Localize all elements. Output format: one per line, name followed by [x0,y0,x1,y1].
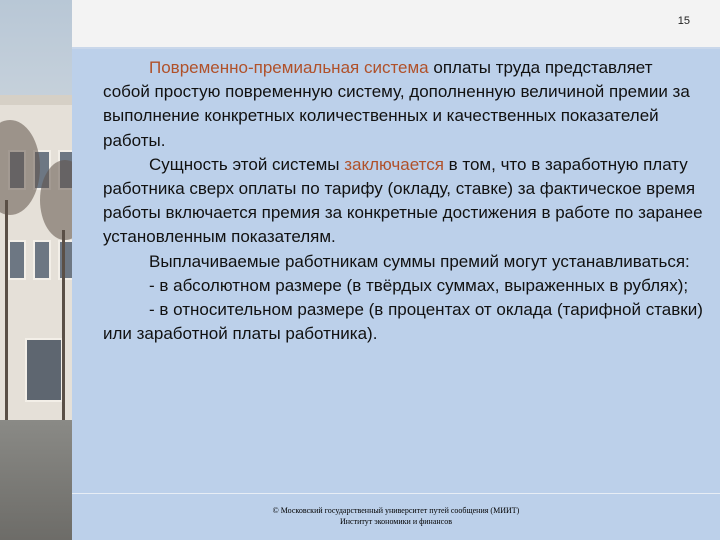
list-item-text: - в абсолютном размере (в твёрдых суммах, выраженных в рублях); [149,275,689,295]
footer-copyright: © Московский государственный университет путей сообщения (МИИТ) [272,506,520,515]
window [33,240,51,280]
paragraph-text: Выплачиваемые работникам суммы премий могут устанавливаться: [149,251,690,271]
accent-term: заключается [344,154,444,174]
slide-body [103,56,703,346]
list-item-text: - в относительном размере (в процентах от оклада (тарифной ставки) или заработной платы работника). [103,300,703,344]
paragraph [103,250,703,274]
list-item [103,298,703,346]
building-door [25,338,63,402]
header-band [72,0,720,48]
paragraph-text: Сущность этой системы [149,154,345,174]
footer-institute: Институт экономики и финансов [339,517,452,526]
footer-rule [72,493,720,494]
tree-trunk [62,230,65,420]
accent-term: Повременно-премиальная система [149,58,429,77]
slide-number: 15 [677,15,690,27]
header-rule [72,47,720,49]
paragraph-text: оплаты труда представляет собой простую повременную систему, дополненную величиной премии за выполнение конкретных количественных и качественных показателей работы. [103,58,690,150]
paragraph-text: в том, что в заработную плату работника сверх оплаты по тарифу (окладу, ставке) за фактическое время работы включается премия за конкретные достижения в работе по заранее установленным показателям. [103,154,703,247]
paragraph [103,153,703,250]
footer [72,505,720,527]
tree-trunk [5,200,8,420]
list-item [103,274,703,298]
window [8,240,26,280]
paragraph [103,56,703,153]
